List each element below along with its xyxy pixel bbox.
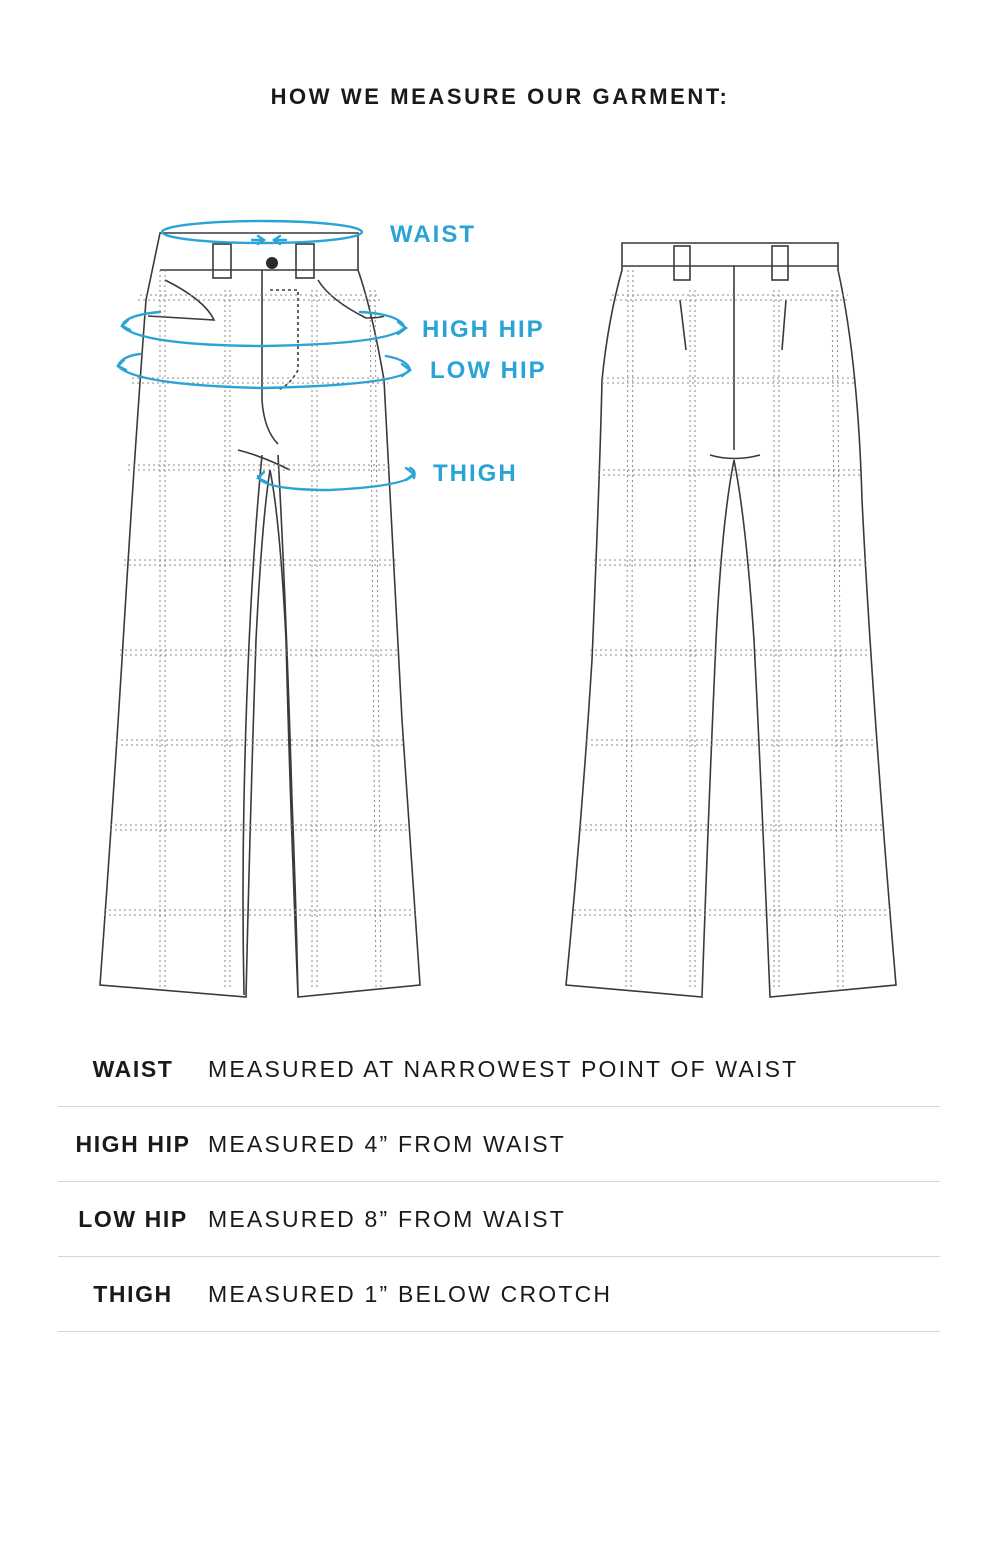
definition-term: THIGH [93,1280,173,1307]
back-grid [574,270,890,990]
definition-term: LOW HIP [78,1205,188,1232]
low-hip-measure-loop [118,366,410,388]
definition-row-waist [58,1032,940,1107]
page-title: HOW WE MEASURE OUR GARMENT: [270,84,730,109]
definition-description: MEASURED 1” BELOW CROTCH [208,1280,613,1307]
callout-high-hip: HIGH HIP [422,316,545,343]
definition-term: HIGH HIP [75,1130,191,1157]
button-icon [266,257,278,269]
definition-row-low-hip [58,1182,940,1257]
callout-low-hip: LOW HIP [430,357,547,384]
back-pants-drawing [566,243,896,997]
definition-term: WAIST [92,1055,174,1082]
definition-description: MEASURED 4” FROM WAIST [208,1130,567,1157]
front-pants-drawing [100,233,420,997]
callout-waist: WAIST [390,221,476,248]
callout-thigh: THIGH [433,460,518,487]
thigh-measure-loop [258,474,414,490]
definition-description: MEASURED AT NARROWEST POINT OF WAIST [208,1055,799,1082]
definition-description: MEASURED 8” FROM WAIST [208,1205,567,1232]
measurement-definitions [58,1032,940,1332]
definition-row-high-hip [58,1107,940,1182]
definition-row-thigh [58,1257,940,1332]
